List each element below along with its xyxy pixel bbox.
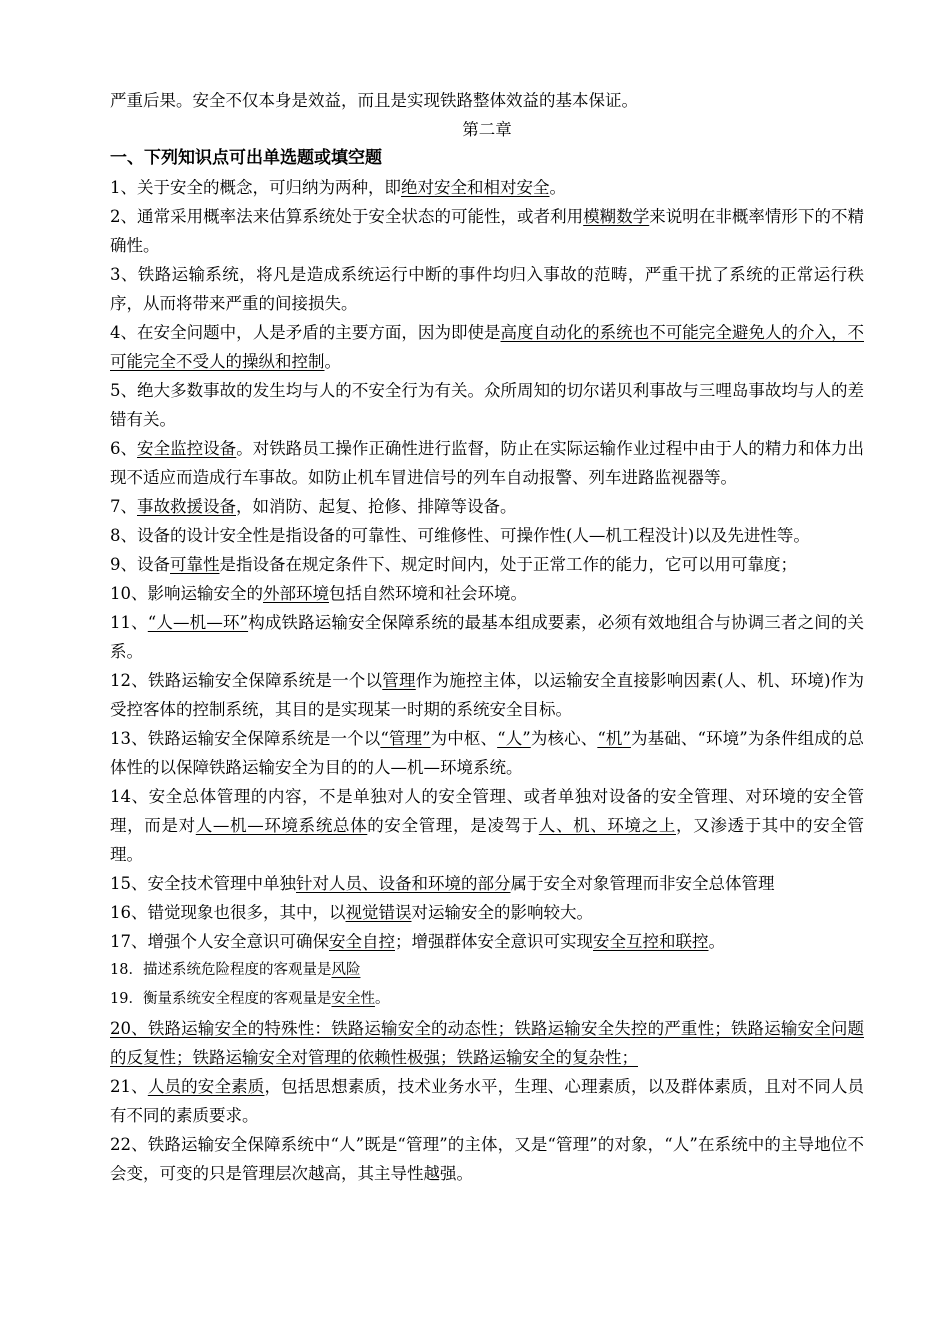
answer-underline: 人、机、环境之上: [538, 816, 677, 835]
list-item-19: 19．衡量系统安全程度的客观量是安全性。: [110, 991, 390, 1007]
list-item-4: 4、在安全问题中，人是矛盾的主要方面，因为即使是高度自动化的系统也不可能完全避免人的介入，不可能完全不受人的操纵和控制。: [110, 323, 864, 371]
list-item-3: 3、铁路运输系统，将凡是造成系统运行中断的事件均归入事故的范畴，严重干扰了系统的正常运行秩序，从而将带来严重的间接损失。: [110, 265, 864, 313]
answer-underline: 视觉错误: [345, 903, 412, 922]
list-item-8: 8、设备的设计安全性是指设备的可靠性、可维修性、可操作性(人—机工程没计)以及先进性等。: [110, 526, 810, 545]
answer-underline: 可靠性: [170, 555, 220, 574]
list-item-15: 15、安全技术管理中单独针对人员、设备和环境的部分属于安全对象管理而非安全总体管理: [110, 874, 775, 893]
list-item-18: 18．描述系统危险程度的客观量是风险: [110, 962, 361, 978]
list-item-10: 10、影响运输安全的外部环境包括自然环境和社会环境。: [110, 584, 527, 603]
answer-underline: “管理”: [380, 729, 431, 748]
list-item-17: 17、增强个人安全意识可确保安全自控；增强群体安全意识可实现安全互控和联控。: [110, 932, 725, 951]
answer-underline: “人”: [497, 729, 531, 748]
list-item-5: 5、绝大多数事故的发生均与人的不安全行为有关。众所周知的切尔诺贝利事故与三哩岛事故均与人的差错有关。: [110, 381, 864, 429]
answer-underline: 事故救援设备: [137, 497, 236, 516]
answer-underline: “机”: [597, 729, 631, 748]
answer-underline: 风险: [331, 962, 361, 978]
answer-underline: 模糊数学: [583, 207, 650, 226]
answer-underline: 20、铁路运输安全的特殊性：铁路运输安全的动态性；铁路运输安全失控的严重性；铁路运输安全问题的反复性；铁路运输安全对管理的依赖性极强；铁路运输安全的复杂性；: [110, 1019, 864, 1067]
list-item-7: 7、事故救援设备，如消防、起复、抢修、排障等设备。: [110, 497, 517, 516]
list-item-1: 1、关于安全的概念，可归纳为两种，即绝对安全和相对安全。: [110, 178, 566, 197]
answer-underline: 安全互控和联控: [593, 932, 709, 951]
list-item-6: 6、安全监控设备。对铁路员工操作正确性进行监督，防止在实际运输作业过程中由于人的精力和体力出现不适应而造成行车事故。如防止机车冒进信号的列车自动报警、列车进路监视器等。: [110, 439, 865, 487]
list-item-11: 11、“人—机—环”构成铁路运输安全保障系统的最基本组成要素，必须有效地组合与协调三者之间的关系。: [110, 613, 865, 661]
answer-underline: 安全监控设备: [137, 439, 237, 458]
list-item-9: 9、设备可靠性是指设备在规定条件下、规定时间内，处于正常工作的能力，它可以用可靠度；: [110, 555, 797, 574]
chapter-title: 第二章: [462, 120, 512, 139]
answer-underline: 安全自控: [329, 932, 395, 951]
answer-underline: 外部环境: [263, 584, 329, 603]
list-item-21: 21、人员的安全素质，包括思想素质，技术业务水平，生理、心理素质，以及群体素质，且对不同人员有不同的素质要求。: [110, 1077, 865, 1125]
intro-paragraph: 严重后果。安全不仅本身是效益，而且是实现铁路整体效益的基本保证。: [110, 91, 638, 110]
answer-underline: 针对人员、设备和环境的部分: [296, 874, 511, 893]
list-item-20: [110, 1014, 864, 1072]
list-item-12: 12、铁路运输安全保障系统是一个以管理作为施控主体，以运输安全直接影响因素(人、机、环境)作为受控客体的控制系统，其目的是实现某一时期的系统安全目标。: [110, 671, 865, 719]
answer-underline: 高度自动化的系统也不可能完全避免人的介入，不可能完全不受人的操纵和控制: [110, 323, 864, 371]
answer-underline: 绝对安全和相对安全: [401, 178, 550, 197]
answer-underline: 安全性: [331, 991, 375, 1007]
list-item-14: 14、安全总体管理的内容，不是单独对人的安全管理、或者单独对设备的安全管理、对环境的安全管理，而是对人—机—环境系统总体的安全管理，是凌驾于人、机、环境之上，又渗透于其中的安全管理。: [110, 787, 865, 864]
list-item-22: 22、铁路运输安全保障系统中“人”既是“管理”的主体，又是“管理”的对象，“人”在系统中的主导地位不会变，可变的只是管理层次越高，其主导性越强。: [110, 1135, 864, 1183]
answer-underline: 管理: [382, 671, 416, 690]
list-item-13: 13、铁路运输安全保障系统是一个以“管理”为中枢、“人”为核心、“机”为基础、“环境”为条件组成的总体性的以保障铁路运输安全为目的的人—机—环境系统。: [110, 729, 865, 777]
section-heading: 一、下列知识点可出单选题或填空题: [110, 148, 382, 168]
list-item-2: 2、通常采用概率法来估算系统处于安全状态的可能性，或者利用模糊数学来说明在非概率情形下的不精确性。: [110, 207, 865, 255]
answer-underline: 人员的安全素质: [147, 1077, 265, 1096]
answer-underline: “人—机—环”: [147, 613, 249, 632]
answer-underline: 人—机—环境系统总体: [195, 816, 368, 835]
list-item-16: 16、错觉现象也很多，其中，以视觉错误对运输安全的影响较大。: [110, 903, 593, 922]
